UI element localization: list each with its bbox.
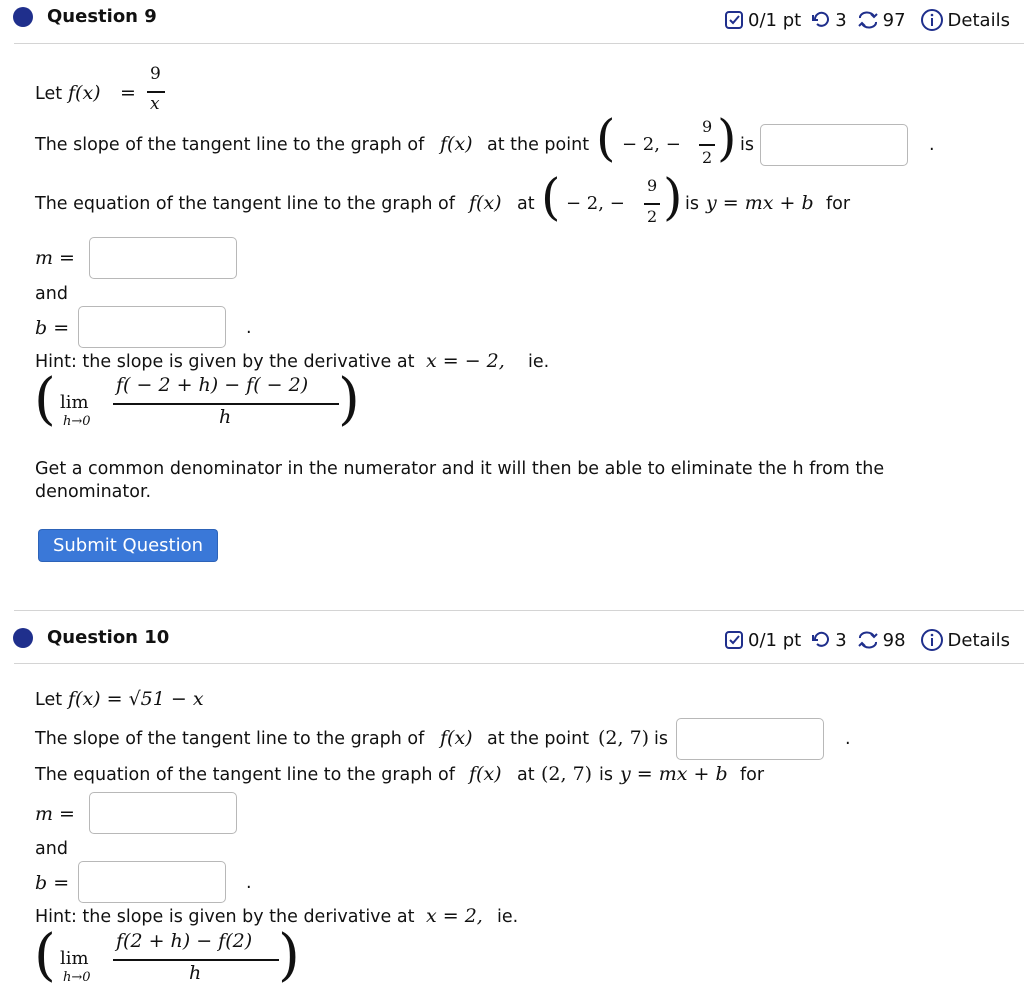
point-y-numerator: 9 bbox=[647, 176, 658, 195]
info-icon[interactable] bbox=[920, 8, 944, 32]
limit-subscript: h→0 bbox=[63, 970, 91, 985]
slope-answer-input[interactable] bbox=[760, 124, 908, 166]
hint-text: Hint: the slope is given by the derivative at bbox=[35, 352, 415, 372]
versions-count: 97 bbox=[882, 9, 906, 31]
points-label: 0/1 pt bbox=[748, 629, 802, 651]
b-answer-input[interactable] bbox=[78, 861, 226, 903]
function-name: f(x) bbox=[68, 82, 101, 104]
hint-ie: ie. bbox=[497, 907, 519, 927]
equation-prompt: The equation of the tangent line to the graph of bbox=[35, 194, 455, 214]
slope-answer-input[interactable] bbox=[676, 718, 824, 760]
slope-prompt: The slope of the tangent line to the graph of bbox=[35, 729, 425, 749]
limit-fraction-bar bbox=[113, 403, 339, 405]
m-label: m = bbox=[35, 247, 75, 269]
limit-close-paren: ) bbox=[278, 923, 300, 988]
equation-prompt: The equation of the tangent line to the graph of bbox=[35, 765, 455, 785]
limit-open-paren: ( bbox=[34, 367, 56, 432]
limit-label: lim bbox=[60, 948, 89, 969]
function-ref: f(x) bbox=[469, 192, 502, 214]
limit-subscript: h→0 bbox=[63, 414, 91, 429]
point-y-fraction-bar bbox=[644, 203, 660, 205]
hint-x-value: x = − 2, bbox=[426, 350, 505, 372]
b-label: b = bbox=[35, 317, 70, 339]
hint-x-value: x = 2, bbox=[426, 905, 483, 927]
fraction-bar bbox=[147, 91, 165, 93]
for-label: for bbox=[826, 194, 851, 214]
point-close-paren: ) bbox=[717, 109, 737, 167]
for-label: for bbox=[740, 765, 765, 785]
m-answer-input[interactable] bbox=[89, 792, 237, 834]
m-label: m = bbox=[35, 803, 75, 825]
limit-close-paren: ) bbox=[338, 367, 360, 432]
m-answer-input[interactable] bbox=[89, 237, 237, 279]
attempts-count: 3 bbox=[835, 9, 847, 31]
info-icon[interactable] bbox=[920, 628, 944, 652]
point-y-fraction-bar bbox=[699, 144, 715, 146]
divider bbox=[14, 610, 1024, 611]
point-y-denominator: 2 bbox=[702, 148, 713, 167]
period: . bbox=[845, 729, 851, 749]
at-label: at bbox=[517, 765, 535, 785]
b-label: b = bbox=[35, 872, 70, 894]
points-label: 0/1 pt bbox=[748, 9, 802, 31]
point-value: (2, 7) bbox=[541, 763, 593, 785]
point-y-numerator: 9 bbox=[702, 117, 713, 136]
limit-open-paren: ( bbox=[34, 923, 56, 988]
point-x-value: − 2, − bbox=[622, 134, 681, 155]
hint-ie: ie. bbox=[528, 352, 550, 372]
point-value: (2, 7) bbox=[598, 727, 650, 749]
and-label: and bbox=[35, 839, 68, 859]
and-label: and bbox=[35, 284, 68, 304]
question-status-dot bbox=[13, 628, 33, 648]
point-close-paren: ) bbox=[663, 168, 683, 226]
question-meta bbox=[724, 8, 1010, 32]
at-the-point-label: at the point bbox=[487, 729, 590, 749]
limit-label: lim bbox=[60, 392, 89, 413]
point-x-value: − 2, − bbox=[566, 193, 625, 214]
checkbox-icon bbox=[724, 630, 744, 650]
function-ref: f(x) bbox=[440, 133, 473, 155]
fraction-denominator: x bbox=[150, 94, 160, 114]
limit-numerator: f(2 + h) − f(2) bbox=[116, 930, 253, 952]
undo-icon bbox=[811, 630, 831, 650]
attempts-count: 3 bbox=[835, 629, 847, 651]
fraction-numerator: 9 bbox=[150, 64, 161, 84]
is-label: is bbox=[685, 194, 699, 214]
limit-numerator: f( − 2 + h) − f( − 2) bbox=[116, 374, 309, 396]
function-ref: f(x) bbox=[440, 727, 473, 749]
limit-denominator: h bbox=[219, 406, 232, 428]
details-link[interactable]: Details bbox=[947, 9, 1010, 31]
point-y-denominator: 2 bbox=[647, 207, 658, 226]
retry-icon bbox=[857, 10, 879, 30]
is-label: is bbox=[599, 765, 613, 785]
function-ref: f(x) bbox=[469, 763, 502, 785]
is-label: is bbox=[740, 135, 754, 155]
details-link[interactable]: Details bbox=[947, 629, 1010, 651]
b-answer-input[interactable] bbox=[78, 306, 226, 348]
equals-sign: = bbox=[120, 82, 136, 104]
divider bbox=[14, 663, 1024, 664]
submit-question-button[interactable]: Submit Question bbox=[39, 530, 217, 561]
versions-count: 98 bbox=[882, 629, 906, 651]
divider bbox=[14, 43, 1024, 44]
question-status-dot bbox=[13, 7, 33, 27]
is-label: is bbox=[654, 729, 668, 749]
hint-note: Get a common denominator in the numerator and it will then be able to eliminate the h from the denominator. bbox=[35, 459, 885, 502]
limit-fraction-bar bbox=[113, 959, 279, 961]
limit-denominator: h bbox=[189, 962, 202, 984]
period: . bbox=[929, 135, 935, 155]
slope-prompt: The slope of the tangent line to the graph of bbox=[35, 135, 425, 155]
let-label: Let bbox=[35, 690, 63, 710]
question-meta bbox=[724, 628, 1010, 652]
line-equation: y = mx + b bbox=[620, 763, 728, 785]
undo-icon bbox=[811, 10, 831, 30]
function-definition: f(x) = √51 − x bbox=[68, 688, 204, 710]
point-open-paren: ( bbox=[541, 168, 561, 226]
checkbox-icon bbox=[724, 10, 744, 30]
point-open-paren: ( bbox=[596, 109, 616, 167]
at-label: at bbox=[517, 194, 535, 214]
retry-icon bbox=[857, 630, 879, 650]
line-equation: y = mx + b bbox=[706, 192, 814, 214]
period: . bbox=[246, 318, 252, 338]
question-title: Question 9 bbox=[47, 6, 157, 27]
at-the-point-label: at the point bbox=[487, 135, 590, 155]
hint-text: Hint: the slope is given by the derivative at bbox=[35, 907, 415, 927]
let-label: Let bbox=[35, 84, 63, 104]
period: . bbox=[246, 873, 252, 893]
question-title: Question 10 bbox=[47, 627, 170, 648]
